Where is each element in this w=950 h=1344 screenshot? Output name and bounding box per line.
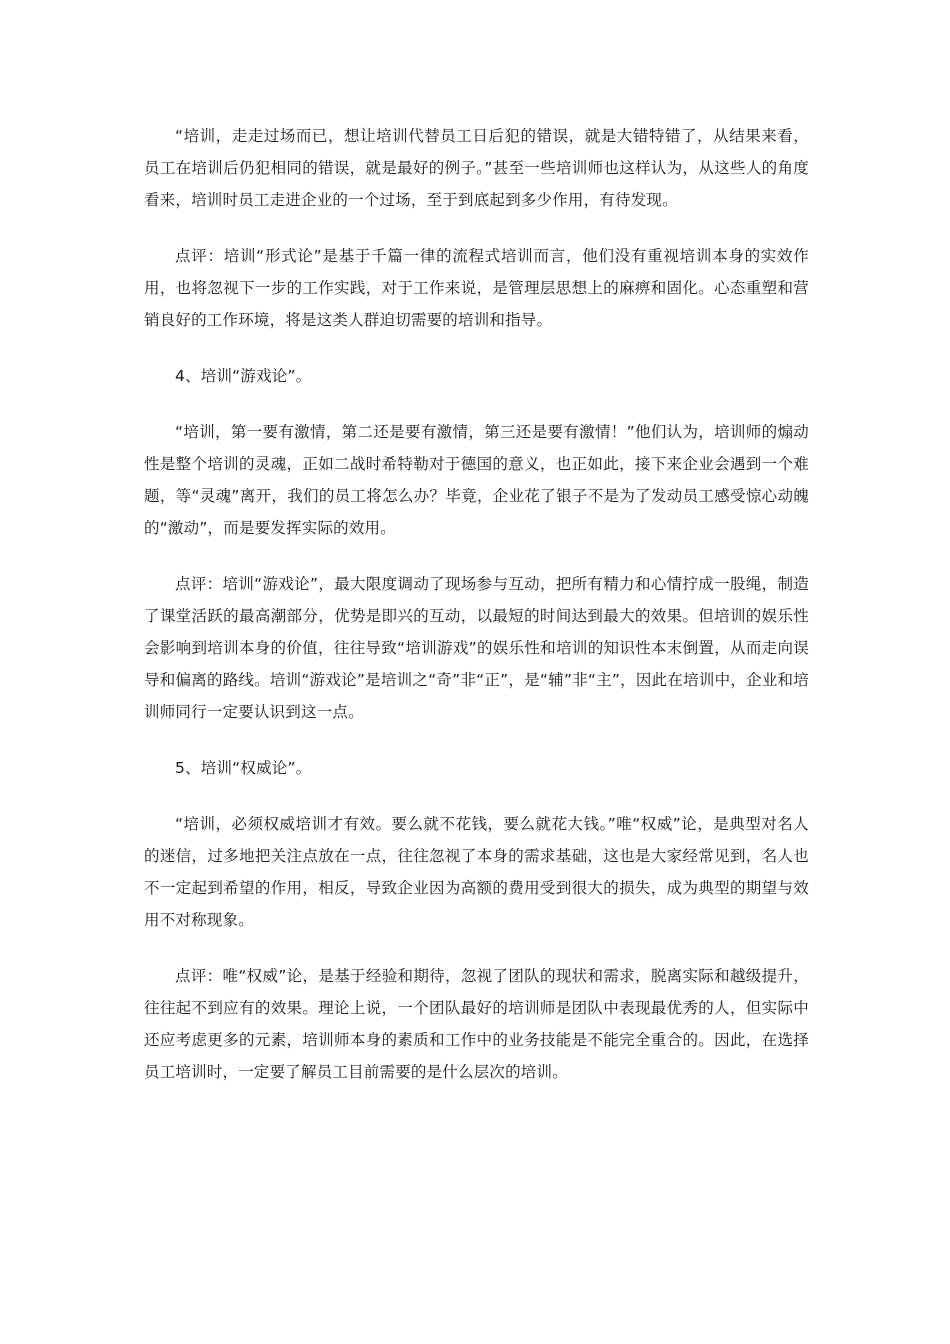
paragraph-authority-comment: 点评：唯“权威”论，是基于经验和期待，忽视了团队的现状和需求，脱离实际和越级提升，往往起不到应有的效果。理论上说，一个团队最好的培训师是团队中表现最优秀的人，但实际中还应考虑更多的元素，培训师本身的素质和工作中的业务技能是不能完全重合的。因此，在选择员工培训时，一定要了解员工目前需要的是什么层次的培训。 — [144, 967, 809, 1081]
paragraph-game-quote: “培训，第一要有激情，第二还是要有激情，第三还是要有激情！”他们认为，培训师的煽动性是整个培训的灵魂，正如二战时希特勒对于德国的意义，也正如此，接下来企业会遇到一个难题，等“灵魂”离开，我们的员工将怎么办？毕竟，企业花了银子不是为了发动员工感受惊心动魄的“激动”，而是要发挥实际的效用。 — [144, 423, 809, 537]
paragraph-formalism-comment: 点评：培训“形式论”是基于千篇一律的流程式培训而言，他们没有重视培训本身的实效作用，也将忽视下一步的工作实践，对于工作来说，是管理层思想上的麻痹和固化。心态重塑和营销良好的工作环境，将是这类人群迫切需要的培训和指导。 — [144, 247, 809, 329]
section-heading-game-theory: 4、培训“游戏论”。 — [175, 367, 312, 385]
paragraph-game-comment: 点评：培训“游戏论”，最大限度调动了现场参与互动，把所有精力和心情拧成一股绳，制造了课堂活跃的最高潮部分，优势是即兴的互动，以最短的时间达到最大的效果。但培训的娱乐性会影响到培训本身的价值，往往导致“培训游戏”的娱乐性和培训的知识性本末倒置，从而走向误导和偏离的路线。培训“游戏论”是培训之“奇”非“正”，是“辅”非“主”，因此在培训中，企业和培训师同行一定要认识到这一点。 — [144, 575, 809, 721]
section-heading-authority-theory: 5、培训“权威论”。 — [175, 759, 312, 777]
paragraph-authority-quote: “培训，必须权威培训才有效。要么就不花钱，要么就花大钱。”唯“权威”论，是典型对名人的迷信，过多地把关注点放在一点，往往忽视了本身的需求基础，这也是大家经常见到，名人也不一定起到希望的作用，相反，导致企业因为高额的费用受到很大的损失，成为典型的期望与效用不对称现象。 — [144, 815, 809, 929]
paragraph-formalism-quote: “培训，走走过场而已，想让培训代替员工日后犯的错误，就是大错特错了，从结果来看，员工在培训后仍犯相同的错误，就是最好的例子。”甚至一些培训师也这样认为，从这些人的角度看来，培训时员工走进企业的一个过场，至于到底起到多少作用，有待发现。 — [144, 127, 809, 209]
document-page — [144, 120, 809, 1112]
